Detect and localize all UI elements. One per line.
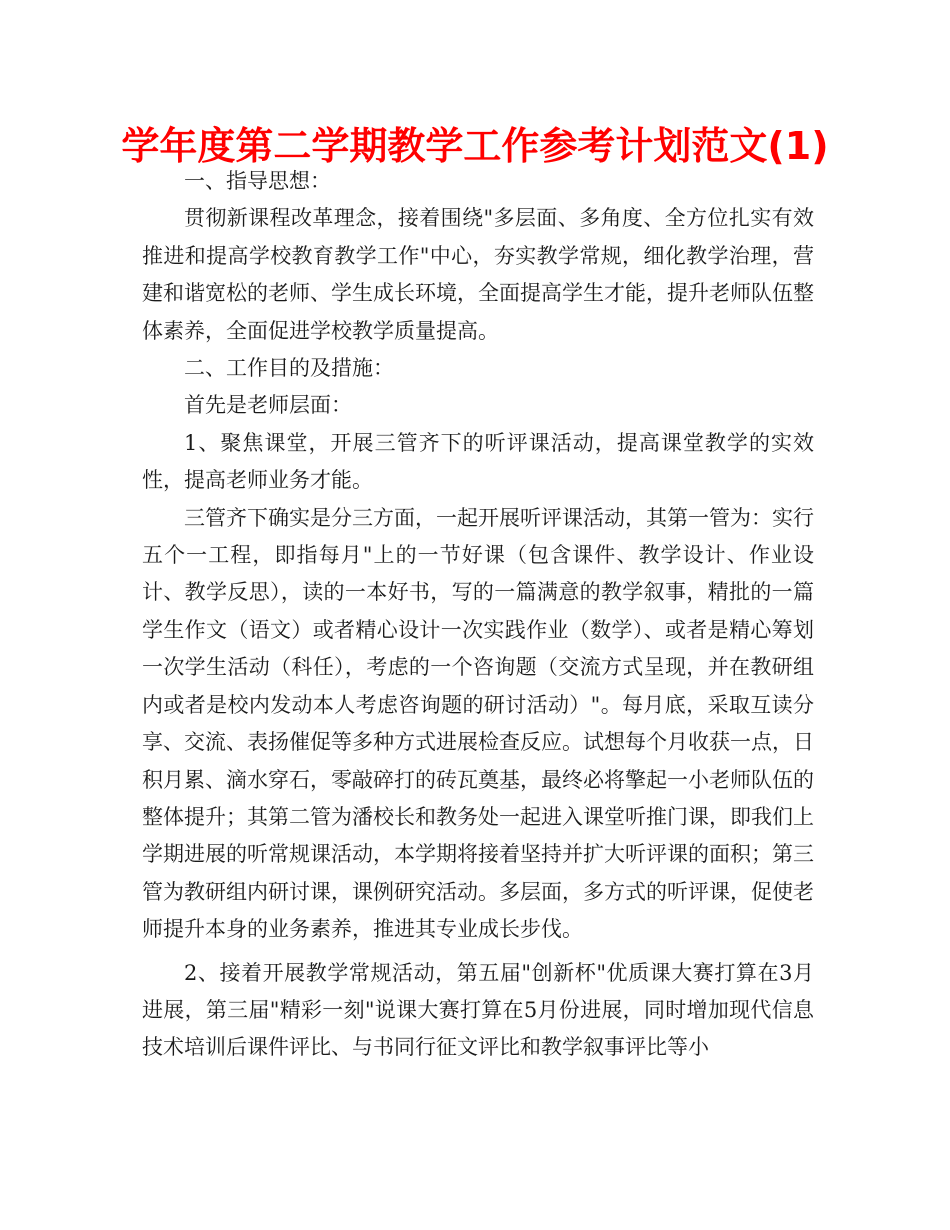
paragraph-item-1: 1、聚焦课堂，开展三管齐下的听评课活动，提高课堂教学的实效性，提高老师业务才能。 (142, 430, 814, 493)
subheading-teacher-level: 首先是老师层面： (184, 393, 352, 418)
document-title: 学年度第二学期教学工作参考计划范文(1) (121, 124, 829, 168)
section-heading-guiding-thought: 一、指导思想： (184, 169, 331, 193)
document-body (142, 163, 814, 1067)
paragraph-three-pronged: 三管齐下确实是分三方面，一起开展听评课活动，其第一管为：实行五个一工程，即指每月"上的一节好课（包含课件、教学设计、作业设计、教学反思），读的一本好书，写的一篇满意的教学叙事，精批的一篇学生作文（语文）或者精心设计一次实践作业（数学）、或者是精心筹划一次学生活动（科任），考虑的一个咨询题（交流方式呈现，并在教研组内或者是校内发动本人考虑咨询题的研讨活动）"。每月底，采取互读分享、交流、表扬催促等多种方式进展检查反应。试想每个月收获一点，日积月累、滴水穿石，零敲碎打的砖瓦奠基，最终必将擎起一小老师队伍的整体提升；其第二管为潘校长和教务处一起进入课堂听推门课，即我们上学期进展的听常规课活动，本学期将接着坚持并扩大听评课的面积；第三管为教研组内研讨课，课例研究活动。多层面，多方式的听评课，促使老师提升本身的业务素养，推进其专业成长步伐。 (142, 505, 814, 942)
section-heading-goals-measures: 二、工作目的及措施： (184, 356, 394, 381)
paragraph-item-2: 2、接着开展教学常规活动，第五届"创新杯"优质课大赛打算在3月进展，第三届"精彩一刻"说课大赛打算在5月份进展，同时增加现代信息技术培训后课件评比、与书同行征文评比和教学叙事评比等小 (142, 960, 814, 1060)
paragraph-guiding-thought: 贯彻新课程改革理念，接着围绕"多层面、多角度、全方位扎实有效推进和提高学校教育教学工作"中心，夯实教学常规，细化教学治理，营建和谐宽松的老师、学生成长环境，全面提高学生才能，提升老师队伍整体素养，全面促进学校教学质量提高。 (142, 206, 814, 343)
